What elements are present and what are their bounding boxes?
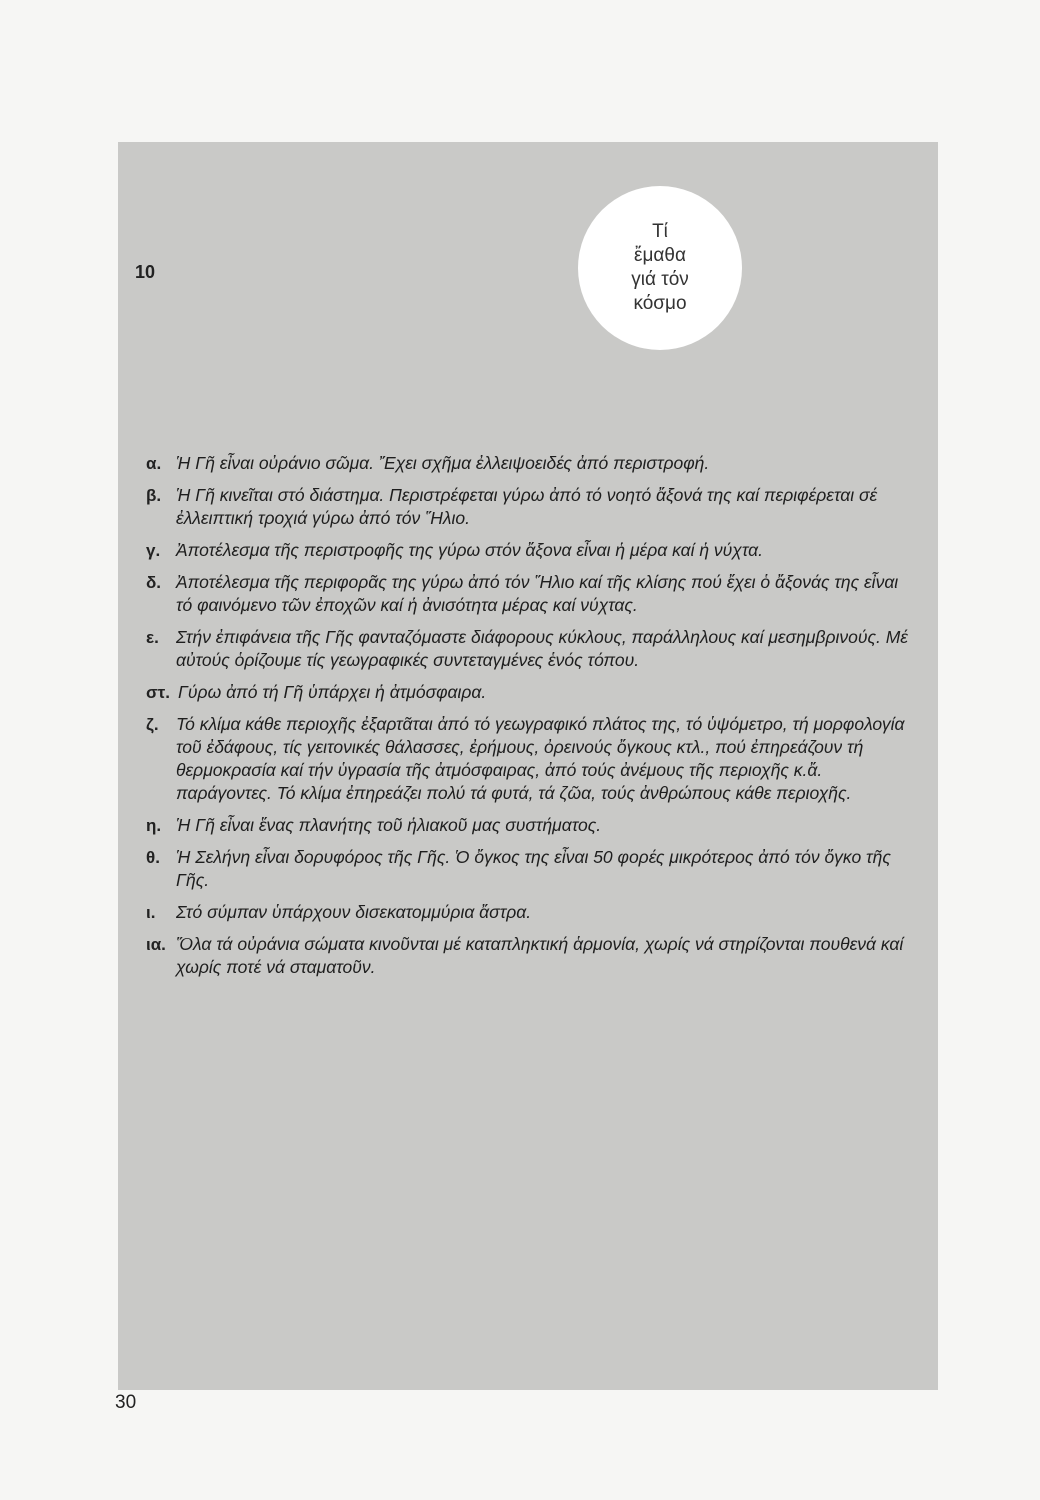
- summary-item: [146, 452, 916, 475]
- summary-item: [146, 626, 916, 672]
- item-marker: θ.: [146, 848, 160, 867]
- chapter-title-line: ἔμαθα: [634, 245, 686, 266]
- item-marker: δ.: [146, 573, 162, 592]
- summary-item: [146, 539, 916, 562]
- summary-item: [146, 933, 916, 979]
- summary-item: [146, 571, 916, 617]
- summary-item: [146, 846, 916, 892]
- chapter-title-line: Τί: [652, 221, 668, 242]
- chapter-title-circle: [578, 186, 742, 350]
- item-marker: ε.: [146, 628, 159, 647]
- item-text: Ἀποτέλεσμα τῆς περιφορᾶς της γύρω ἀπό τόν Ἥλιο καί τῆς κλίσης πού ἔχει ὁ ἄξονάς της εἶναι τό φαινόμενο τῶν ἐποχῶν καί ἡ ἀνισότητα μέρας καί νύχτας.: [176, 572, 899, 615]
- summary-item: [146, 484, 916, 530]
- chapter-title-line: γιά τόν: [631, 269, 689, 290]
- item-text: Τό κλίμα κάθε περιοχῆς ἐξαρτᾶται ἀπό τό γεωγραφικό πλάτος της, τό ὑψόμετρο, τή μορφολογία τοῦ ἐδάφους, τίς γειτονικές θάλασσες, ἐρήμους, ὀρεινούς ὄγκους κτλ., πού ἐπηρεάζουν τή θερμοκρασία καί τήν ὑγρασία τῆς ἀτμόσφαιρας, ἀπό τούς ἀνέμους τῆς περιοχῆς κ.ἄ. παράγοντες. Τό κλίμα ἐπηρεάζει πολύ τά φυτά, τά ζῶα, τούς ἀνθρώπους κάθε περιοχῆς.: [176, 714, 905, 803]
- chapter-number: 10: [135, 262, 156, 282]
- item-marker: γ.: [146, 541, 161, 560]
- item-text: Ἡ Γῆ εἶναι ἕνας πλανήτης τοῦ ἡλιακοῦ μας συστήματος.: [176, 815, 602, 835]
- item-marker: ι.: [146, 903, 156, 922]
- item-text: Στό σύμπαν ὑπάρχουν δισεκατομμύρια ἄστρα.: [176, 902, 532, 922]
- page-number: 30: [115, 1392, 137, 1413]
- item-text: Στήν ἐπιφάνεια τῆς Γῆς φανταζόμαστε διάφορους κύκλους, παράλληλους καί μεσημβρινούς. Μέ αὐτούς ὁρίζουμε τίς γεωγραφικές συντεταγμένες ἑνός τόπου.: [176, 627, 908, 670]
- item-text: Ὅλα τά οὐράνια σώματα κινοῦνται μέ καταπληκτική ἁρμονία, χωρίς νά στηρίζονται πουθενά καί χωρίς ποτέ νά σταματοῦν.: [176, 934, 904, 977]
- summary-item: [146, 901, 916, 924]
- item-marker: α.: [146, 454, 162, 473]
- item-marker: στ.: [146, 683, 170, 702]
- summary-item: [146, 681, 916, 704]
- item-marker: β.: [146, 486, 162, 505]
- item-text: Ἡ Γῆ εἶναι οὐράνιο σῶμα. Ἔχει σχῆμα ἐλλειψοειδές ἀπό περιστροφή.: [176, 453, 710, 473]
- summary-item: [146, 814, 916, 837]
- item-text: Γύρω ἀπό τή Γῆ ὑπάρχει ἡ ἀτμόσφαιρα.: [177, 682, 487, 702]
- item-marker: ια.: [146, 935, 166, 954]
- item-text: Ἀποτέλεσμα τῆς περιστροφῆς της γύρω στόν ἄξονα εἶναι ἡ μέρα καί ἡ νύχτα.: [176, 540, 764, 560]
- item-marker: η.: [146, 816, 162, 835]
- summary-item: [146, 713, 916, 805]
- item-text: Ἡ Σελήνη εἶναι δορυφόρος τῆς Γῆς. Ὁ ὄγκος της εἶναι 50 φορές μικρότερος ἀπό τόν ὄγκο τῆς Γῆς.: [176, 847, 891, 890]
- item-text: Ἡ Γῆ κινεῖται στό διάστημα. Περιστρέφεται γύρω ἀπό τό νοητό ἄξονά της καί περιφέρεται σέ ἐλλειπτική τροχιά γύρω ἀπό τόν Ἥλιο.: [176, 485, 878, 528]
- chapter-title-line: κόσμο: [633, 293, 687, 314]
- item-marker: ζ.: [146, 715, 159, 734]
- summary-list: [146, 452, 916, 988]
